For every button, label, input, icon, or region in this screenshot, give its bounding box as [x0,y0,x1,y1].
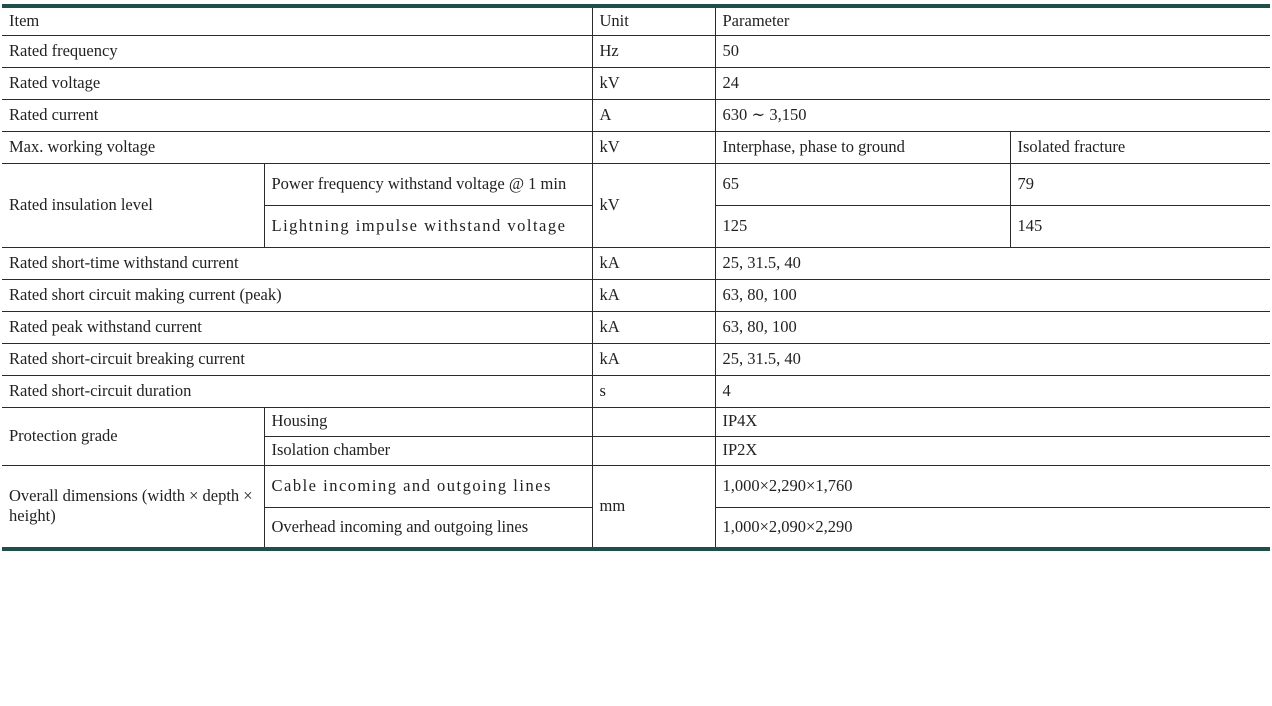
table-row [2,279,1270,311]
row-item-label: Rated current [2,99,592,131]
specification-table [2,4,1270,551]
row-subheader-a: Interphase, phase to ground [715,131,1010,163]
header-unit: Unit [592,6,715,35]
row-unit: kV [592,131,715,163]
table-row [2,343,1270,375]
row-unit [592,407,715,436]
row-item-label: Rated voltage [2,67,592,99]
row-item-label: Rated short-time withstand current [2,247,592,279]
row-subheader-b: Isolated fracture [1010,131,1270,163]
row-value: 25, 31.5, 40 [715,343,1270,375]
row-item-label: Max. working voltage [2,131,592,163]
table-row [2,163,1270,205]
table-row [2,35,1270,67]
row-value-a: 65 [715,163,1010,205]
row-item-label: Rated short-circuit duration [2,375,592,407]
row-value-b: 145 [1010,205,1270,247]
row-sub-label: Housing [264,407,592,436]
table-row [2,407,1270,436]
table-row [2,465,1270,507]
table-row [2,67,1270,99]
table-row [2,131,1270,163]
table-row [2,99,1270,131]
table-row [2,375,1270,407]
row-sub-label: Lightning impulse withstand voltage [264,205,592,247]
row-value: 1,000×2,290×1,760 [715,465,1270,507]
row-item-label: Rated frequency [2,35,592,67]
row-item-label: Protection grade [2,407,264,465]
row-value: 25, 31.5, 40 [715,247,1270,279]
row-value-a: 125 [715,205,1010,247]
row-value: 630 ∼ 3,150 [715,99,1270,131]
row-sub-label: Power frequency withstand voltage @ 1 min [264,163,592,205]
row-unit: kA [592,247,715,279]
table-row [2,247,1270,279]
row-unit: kA [592,311,715,343]
row-value: 63, 80, 100 [715,279,1270,311]
row-unit: kA [592,279,715,311]
row-unit: s [592,375,715,407]
row-sub-label: Cable incoming and outgoing lines [264,465,592,507]
row-item-label: Overall dimensions (width × depth × height) [2,465,264,549]
row-item-label: Rated insulation level [2,163,264,247]
row-value: 4 [715,375,1270,407]
row-item-label: Rated short-circuit breaking current [2,343,592,375]
row-unit: mm [592,465,715,549]
row-unit: kA [592,343,715,375]
row-value-b: 79 [1010,163,1270,205]
row-value: 1,000×2,090×2,290 [715,507,1270,549]
row-value: 63, 80, 100 [715,311,1270,343]
row-value: IP2X [715,436,1270,465]
row-unit: kV [592,67,715,99]
header-item: Item [2,6,592,35]
row-value: IP4X [715,407,1270,436]
header-parameter: Parameter [715,6,1270,35]
row-sub-label: Isolation chamber [264,436,592,465]
row-item-label: Rated short circuit making current (peak) [2,279,592,311]
row-value: 24 [715,67,1270,99]
row-unit: Hz [592,35,715,67]
row-sub-label: Overhead incoming and outgoing lines [264,507,592,549]
row-unit [592,436,715,465]
row-item-label: Rated peak withstand current [2,311,592,343]
row-unit: A [592,99,715,131]
row-value: 50 [715,35,1270,67]
table-row [2,311,1270,343]
row-unit: kV [592,163,715,247]
header-row [2,6,1270,35]
